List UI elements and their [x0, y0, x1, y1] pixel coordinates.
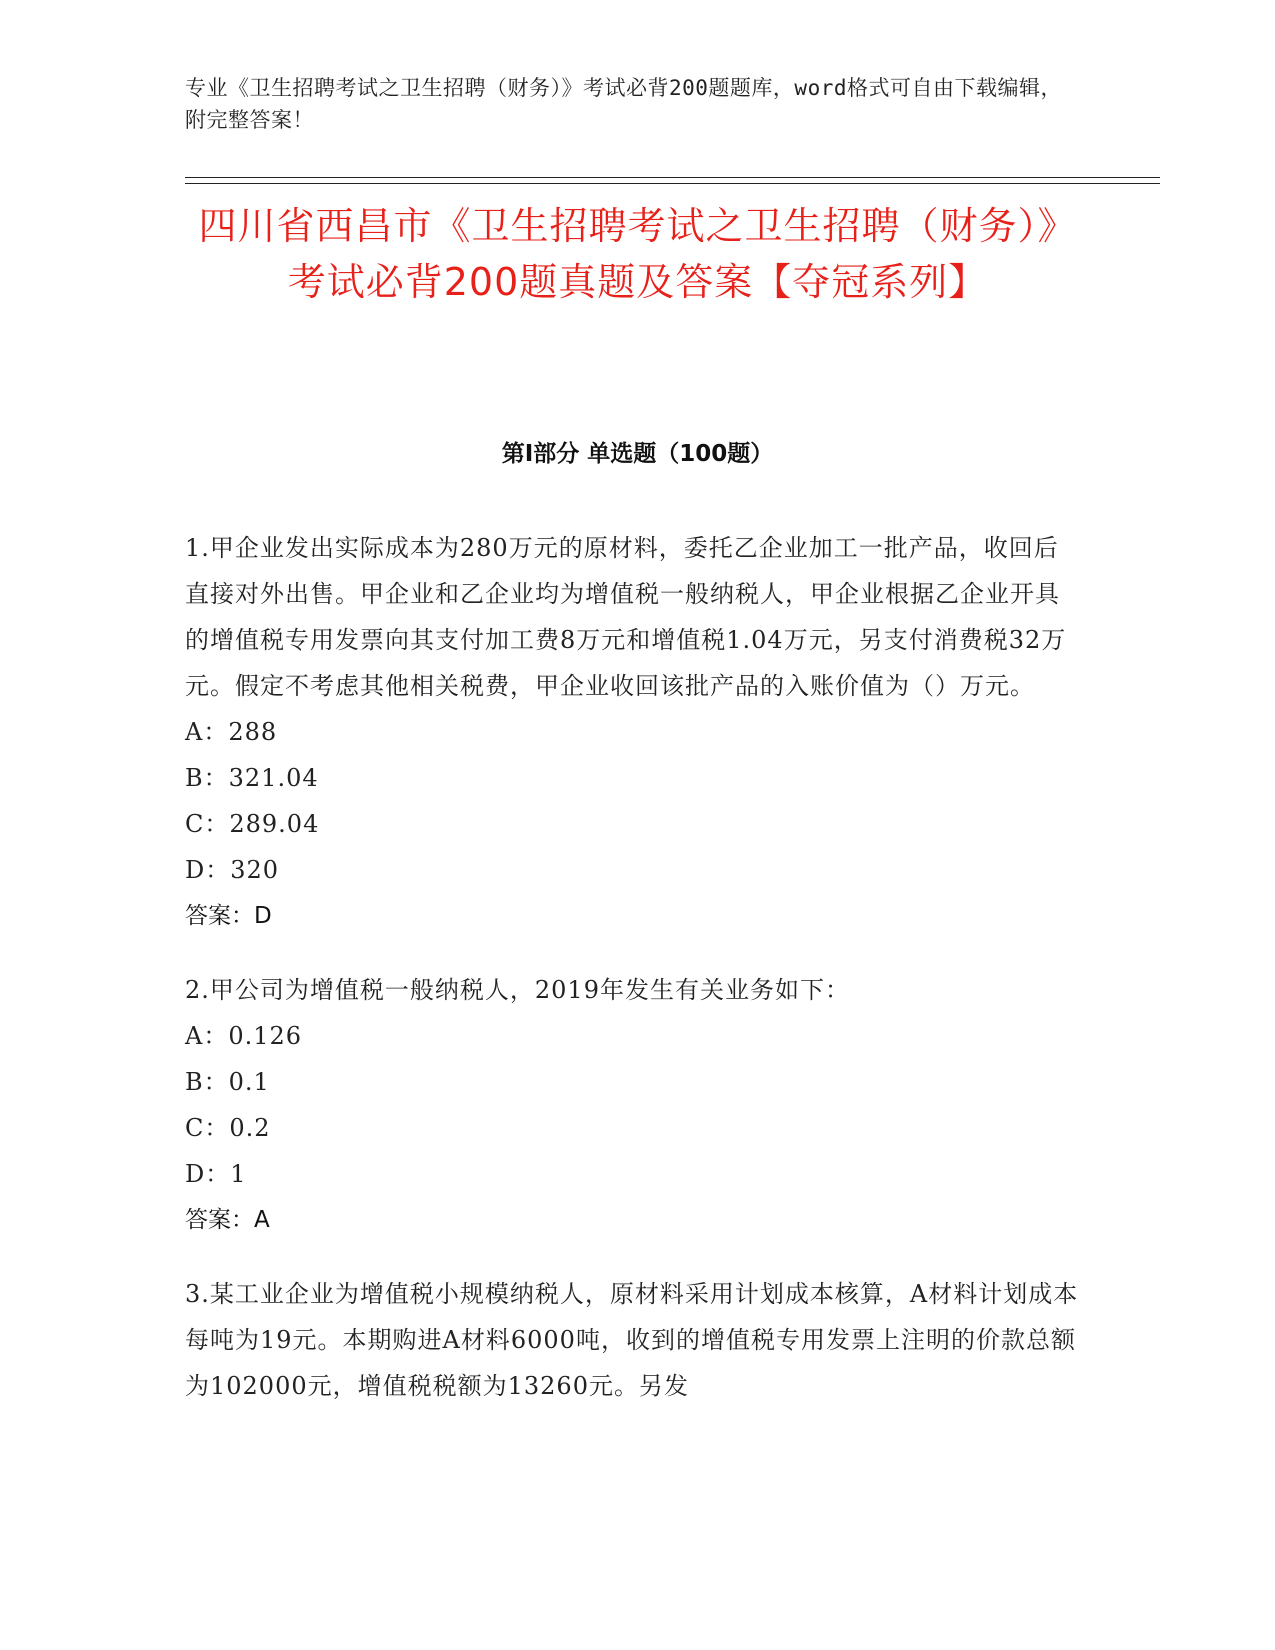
option-d: D：320 [185, 856, 280, 884]
question-1 [185, 525, 1080, 939]
question-3 [185, 1271, 1080, 1409]
question-text: 2.甲公司为增值税一般纳税人，2019年发生有关业务如下： [185, 976, 850, 1004]
section-heading: 第I部分 单选题（100题） [501, 441, 774, 467]
question-2 [185, 967, 1080, 1243]
answer-line: 答案：D [185, 903, 272, 929]
question-text: 1.甲企业发出实际成本为280万元的原材料，委托乙企业加工一批产品，收回后直接对外出售。甲企业和乙企业均为增值税一般纳税人，甲企业根据乙企业开具的增值税专用发票向其支付加工费8万元和增值税1.04万元，另支付消费税32万元。假定不考虑其他相关税费，甲企业收回该批产品的入账价值为（）万元。 [185, 534, 1067, 700]
question-text: 3.某工业企业为增值税小规模纳税人，原材料采用计划成本核算，A材料计划成本每吨为19元。本期购进A材料6000吨，收到的增值税专用发票上注明的价款总额为102000元，增值税税额为13260元。另发 [185, 1280, 1079, 1400]
option-b: B：321.04 [185, 764, 319, 792]
option-d: D：1 [185, 1160, 247, 1188]
answer-line: 答案：A [185, 1207, 270, 1233]
question-list [185, 525, 1080, 1437]
header-rule-bottom [185, 183, 1160, 184]
option-a: A：0.126 [185, 1022, 303, 1050]
header-rule-top [185, 177, 1160, 178]
document-title: 四川省西昌市《卫生招聘考试之卫生招聘（财务）》考试必背200题真题及答案【夺冠系列】 [198, 204, 1077, 304]
option-c: C：289.04 [185, 810, 320, 838]
option-b: B：0.1 [185, 1068, 270, 1096]
option-a: A：288 [185, 718, 278, 746]
header-note: 专业《卫生招聘考试之卫生招聘（财务）》考试必背200题题库，word格式可自由下载编辑，附完整答案！ [185, 76, 1062, 132]
option-c: C：0.2 [185, 1114, 271, 1142]
